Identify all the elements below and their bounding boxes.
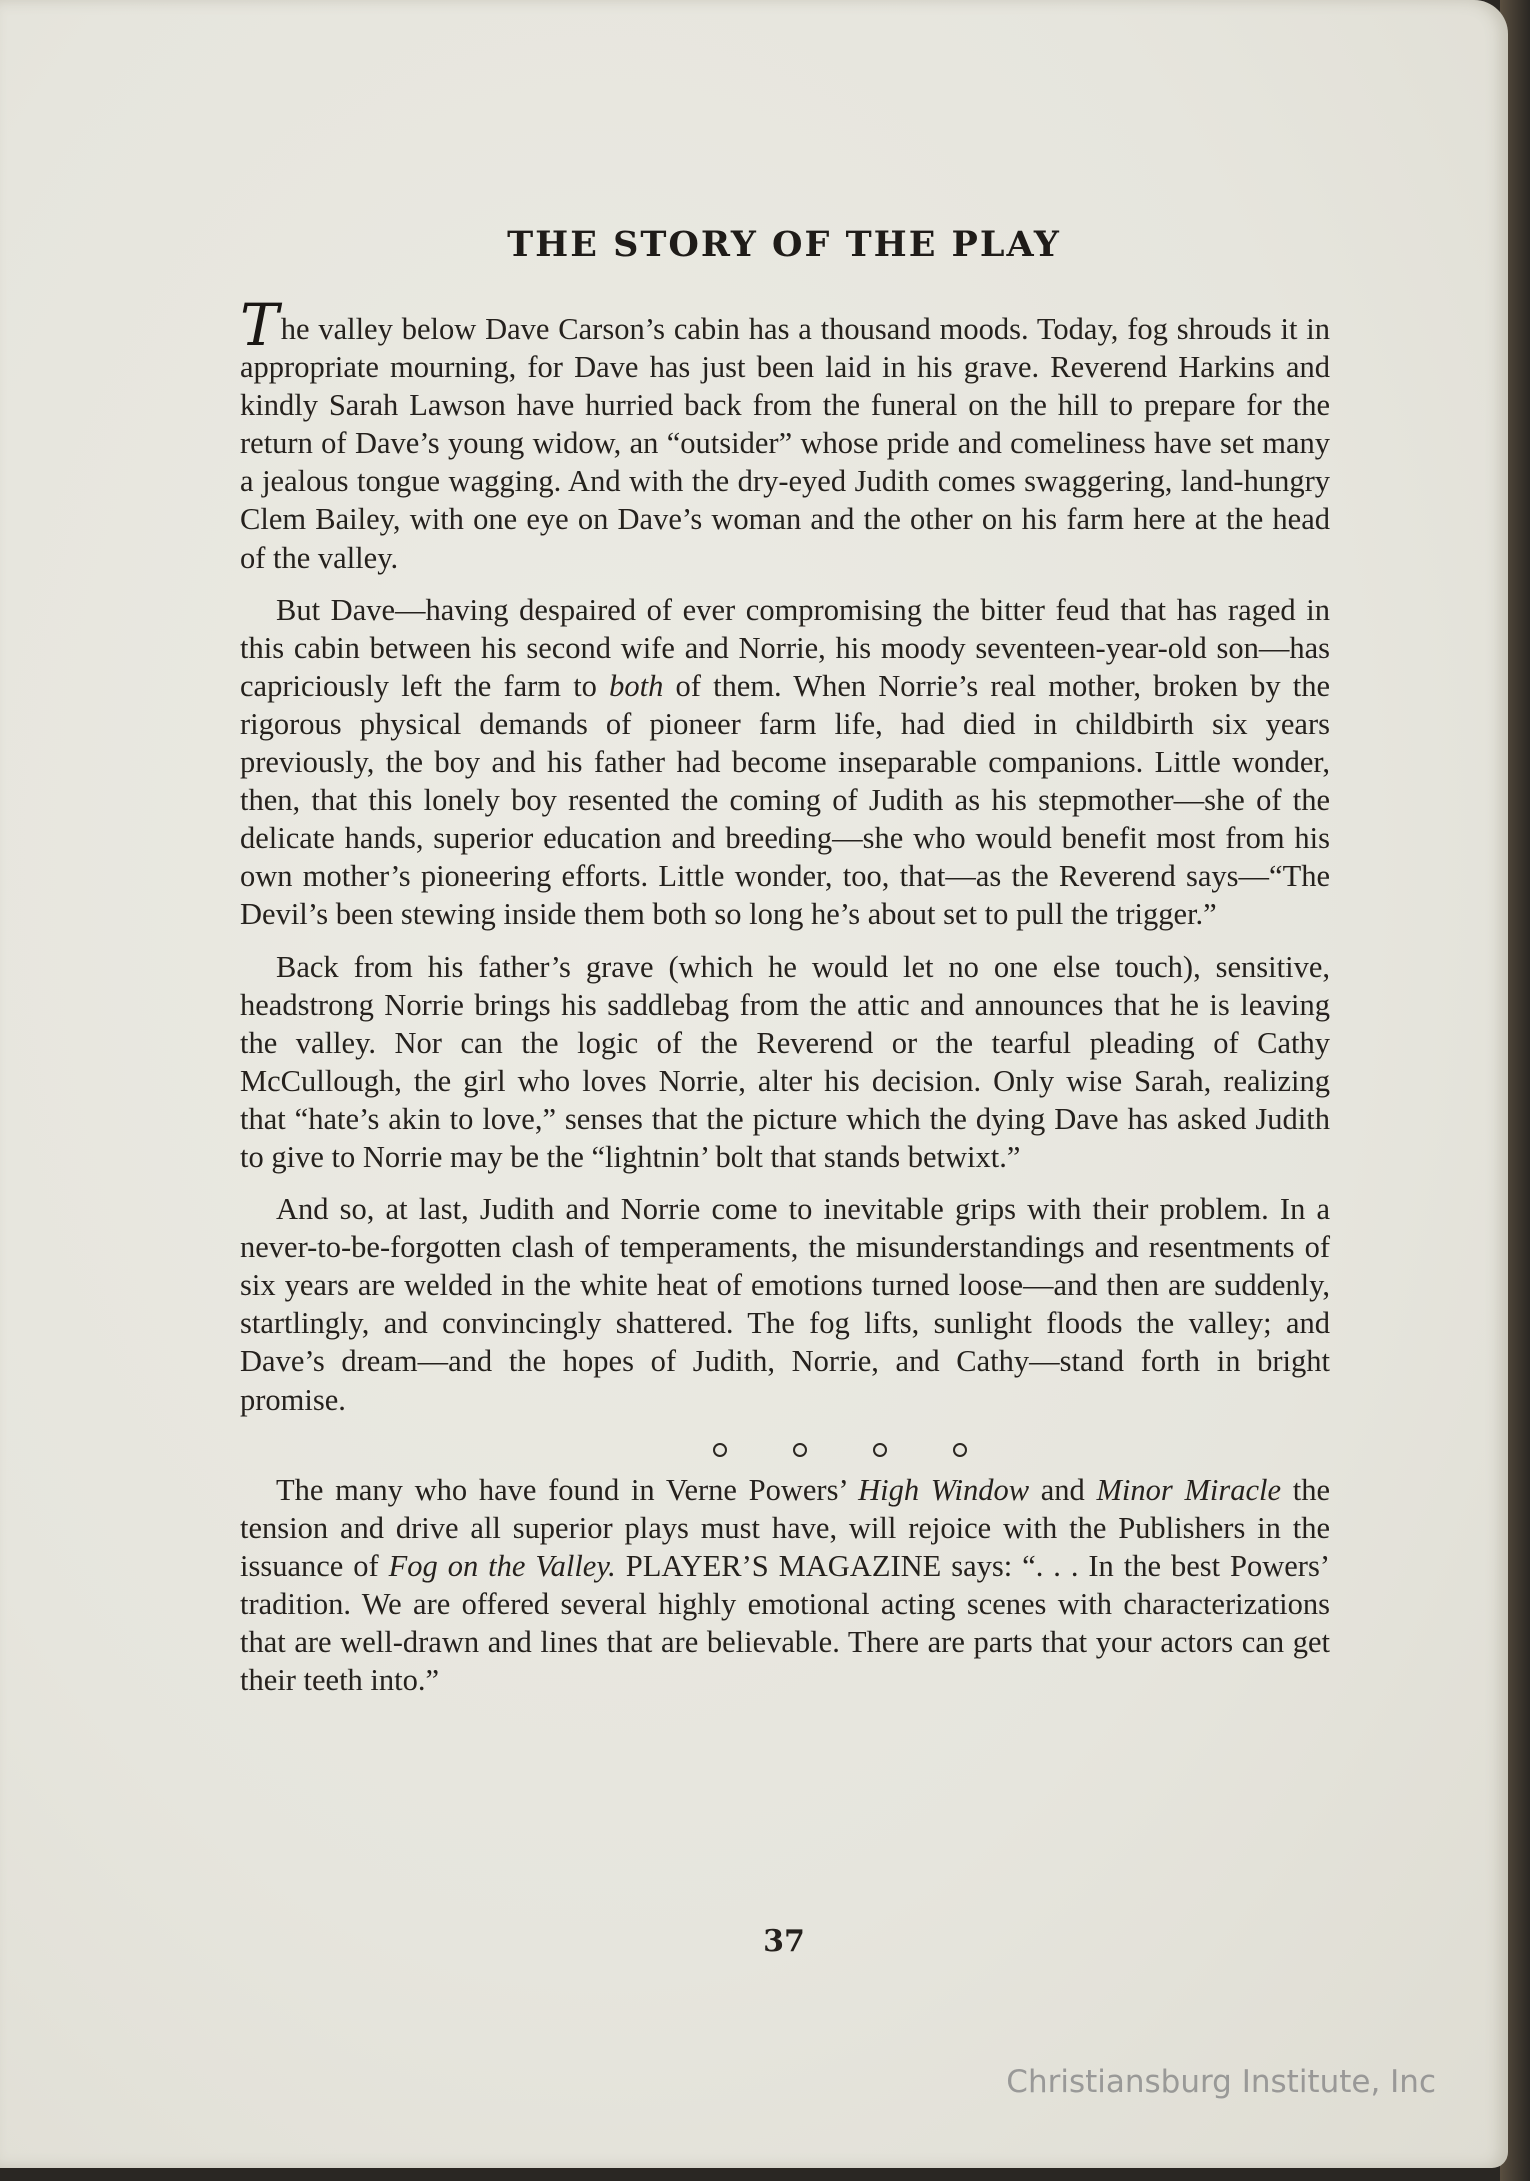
- divider-dot-icon: [953, 1443, 967, 1457]
- paragraph-5-part1: The many who have found in Verne Powers’: [276, 1472, 859, 1507]
- divider-dot-icon: [793, 1443, 807, 1457]
- play-title-high-window: High Window: [858, 1472, 1030, 1507]
- paragraph-4: And so, at last, Judith and Norrie come to inevitable grips with their problem. In a never-to-be-forgotten clash of temperaments, the misunderstandings and resentments of six years are welded in the white heat of emotions turned loose—and then are suddenly, startlingly, and convincingly shattered. The fog lifts, sunlight floods the valley; and Dave’s dream—and the hopes of Judith, Norrie, and Cathy—stand forth in bright promise.: [240, 1192, 1330, 1417]
- paragraph-3: Back from his father’s grave (which he would let no one else touch), sensitive, headstrong Norrie brings his saddlebag from the attic and announces that he is leaving the valley. Nor can the logic of the Reverend or the tearful pleading of Cathy McCullough, the girl who loves Norrie, alter his decision. Only wise Sarah, realizing that “hate’s akin to love,” senses that the picture which the dying Dave has asked Judith to give to Norrie may be the “lightnin’ bolt that stands betwixt.”: [240, 949, 1330, 1174]
- divider-dot-icon: [873, 1443, 887, 1457]
- paragraph-1: [240, 291, 1330, 577]
- paragraph-2-after: of them. When Norrie’s real mother, broken by the rigorous physical demands of pioneer farm life, had died in childbirth six years previously, the boy and his father had become inseparable companions. Little wonder, then, that this lonely boy resented the coming of Judith as his stepmother—she of the delicate hands, superior education and breeding—she who would benefit most from his own mother’s pioneering efforts. Little wonder, too, that—as the Reverend says—“The Devil’s been stewing inside them both so long he’s about set to pull the trigger.”: [240, 668, 1330, 932]
- paragraph-1-text: he valley below Dave Carson’s cabin has a thousand moods. Today, fog shrouds it in appropriate mourning, for Dave has just been laid in his grave. Reverend Harkins and kindly Sarah Lawson have hurried back from the funeral on the hill to prepare for the return of Dave’s young widow, an “outsider” whose pride and comeliness have set many a jealous tongue wagging. And with the dry-eyed Judith comes swaggering, land-hungry Clem Bailey, with one eye on Dave’s woman and the other on his farm here at the head of the valley.: [240, 312, 1330, 575]
- story-body: [240, 291, 1330, 1713]
- play-title-fog-on-the-valley: Fog on the Valley.: [388, 1548, 616, 1583]
- watermark: Christiansburg Institute, Inc: [1006, 2064, 1436, 2100]
- drop-cap: T: [240, 291, 279, 359]
- paragraph-5-part3: the tension and drive all superior plays must have, will rejoice with the Publishers in the issuance of: [240, 1472, 1330, 1583]
- paragraph-5-part4: PLAYER’S MAGAZINE says: “. . . In the best Powers’ tradition. We are offered several highly emotional acting scenes with characterizations that are well-drawn and lines that are believable. There are parts that your actors can get their teeth into.”: [240, 1548, 1330, 1698]
- page-number: 37: [763, 1924, 805, 1959]
- divider-dot-icon: [713, 1443, 727, 1457]
- page-title: THE STORY OF THE PLAY: [507, 224, 1061, 265]
- paragraph-2-emphasis: both: [609, 668, 664, 703]
- paragraph-5-part2: and: [1029, 1472, 1097, 1507]
- paragraph-2-before: But Dave—having despaired of ever compromising the bitter feud that has raged in this cabin between his second wife and Norrie, his moody seventeen-year-old son—has capriciously left the farm to: [240, 592, 1330, 703]
- paragraph-5: [240, 1471, 1330, 1700]
- section-divider: [240, 1433, 1330, 1461]
- play-title-minor-miracle: Minor Miracle: [1096, 1472, 1282, 1507]
- paragraph-2: [240, 591, 1330, 934]
